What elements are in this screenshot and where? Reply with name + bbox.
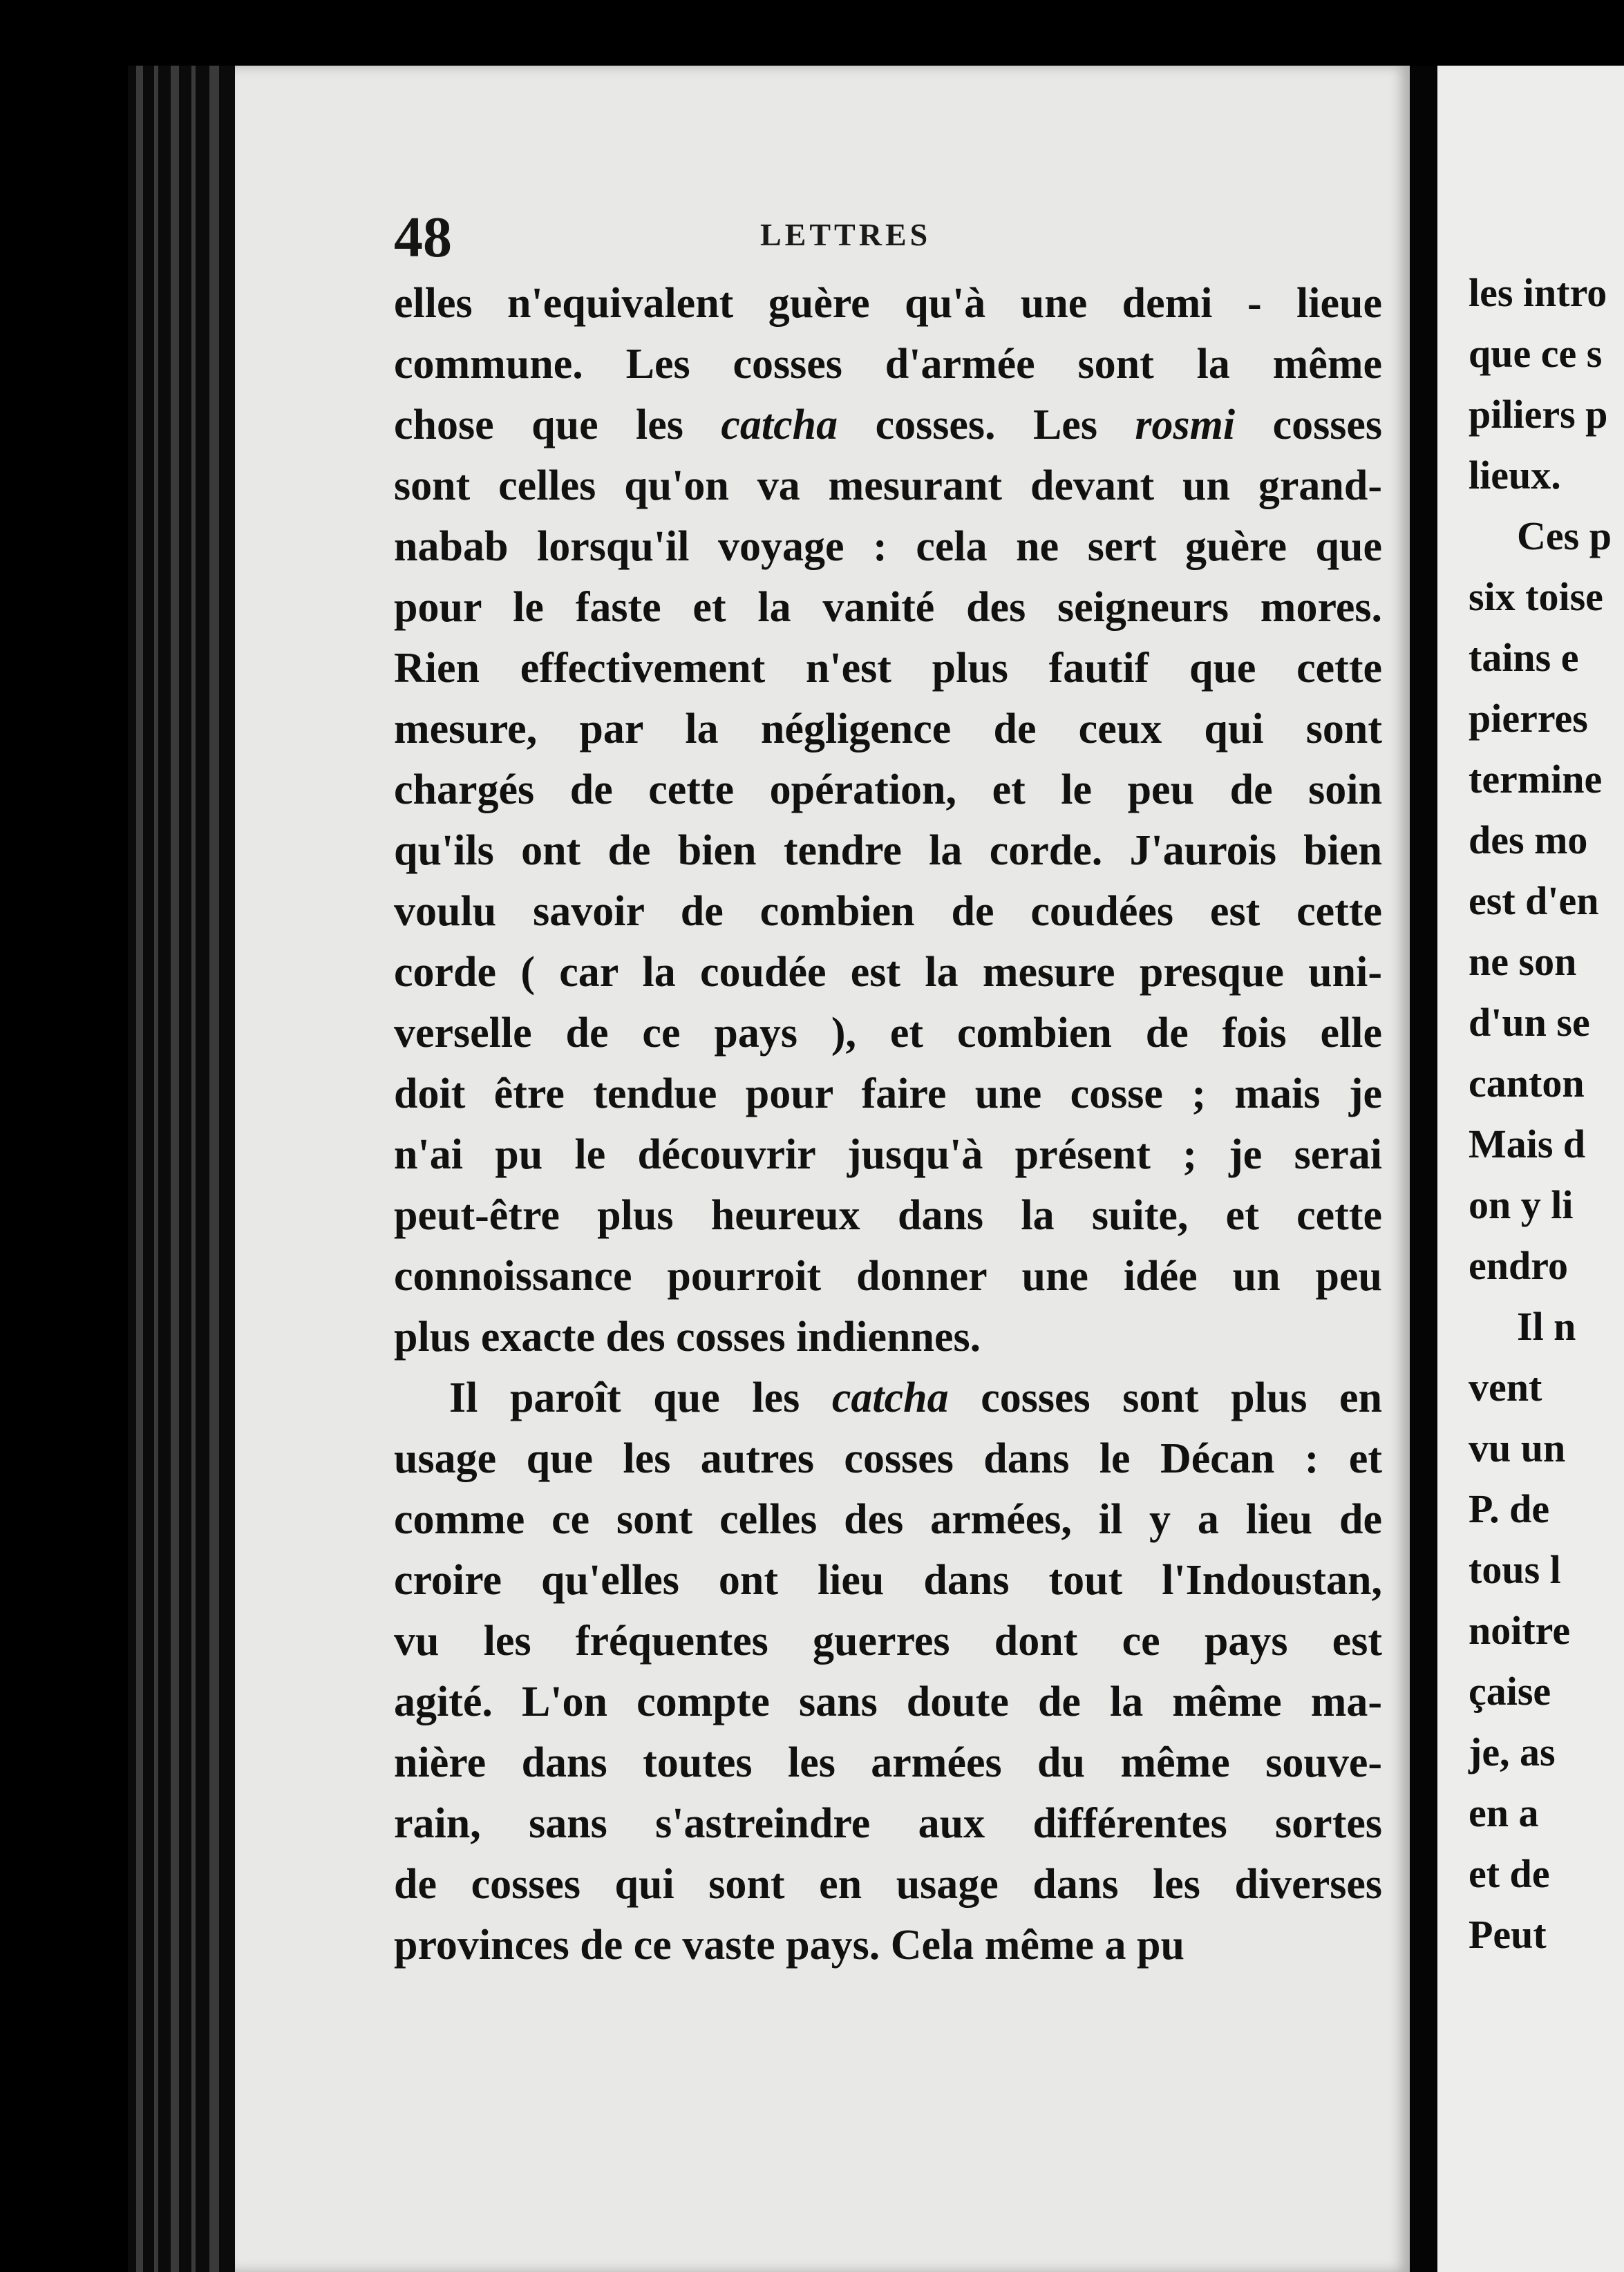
right-page-line: Mais d [1469,1121,1586,1166]
right-page-line: est d'en [1469,878,1599,923]
running-head [394,204,1382,273]
text-line: voulu savoir de combien de coudées est cette [394,888,1382,935]
right-page-line: vent [1469,1365,1542,1410]
text-line: chargés de cette opération, et le peu de soin [394,766,1382,813]
text-line: commune. Les cosses d'armée sont la même [394,341,1382,388]
text-line: chose que les catcha cosses. Les rosmi cosses [394,401,1383,448]
right-page-line: çaise [1469,1669,1551,1714]
italic-term: catcha [831,1374,949,1421]
text-line: doit être tendue pour faire une cosse ; mais je [394,1070,1382,1117]
text-line: vu les fréquentes guerres dont ce pays est [394,1618,1382,1665]
text-line: peut-être plus heureux dans la suite, et cette [394,1192,1382,1239]
right-page-line: que ce s [1469,331,1603,376]
text-line: mesure, par la négligence de ceux qui sont [394,706,1382,752]
text-line: qu'ils ont de bien tendre la corde. J'aurois bien [394,827,1382,874]
right-page-line: en a [1469,1790,1539,1835]
right-page-line: on y li [1469,1182,1574,1227]
right-page-lines [1469,263,1612,1965]
right-page-partial [1437,66,1624,2272]
text-line: Rien effectivement n'est plus fautif que cette [394,645,1382,692]
right-page-line: des mo [1469,817,1588,862]
text-line: Il paroît que les catcha cosses sont plus en [449,1374,1382,1421]
page-number: 48 [394,205,452,269]
right-page-line: six toise [1469,574,1603,619]
text-line: elles n'equivalent guère qu'à une demi - lieue [394,280,1382,327]
text-line: connoissance pourroit donner une idée un peu [394,1253,1382,1300]
right-page-line: d'un se [1469,1000,1590,1045]
right-page-line: Ces p [1517,513,1612,558]
running-title: LETTRES [760,217,932,252]
text-line: de cosses qui sont en usage dans les diverses [394,1861,1382,1908]
text-line: provinces de ce vaste pays. Cela même a pu [394,1922,1185,1969]
right-page-line: je, as [1469,1730,1556,1774]
text-line: croire qu'elles ont lieu dans tout l'Indoustan, [394,1557,1382,1604]
right-page-line: vu un [1469,1426,1566,1470]
text-line: verselle de ce pays ), et combien de fois elle [394,1010,1382,1057]
text-line: n'ai pu le découvrir jusqu'à présent ; je serai [394,1131,1382,1178]
italic-term: catcha [721,401,838,448]
text-line: plus exacte des cosses indiennes. [394,1314,981,1361]
right-page-line: P. de [1469,1486,1550,1531]
right-page-line: et de [1469,1851,1550,1896]
right-page-line: piliers p [1469,392,1608,437]
text-line: corde ( car la coudée est la mesure presque uni- [394,949,1382,996]
right-page-line: termine [1469,757,1603,802]
italic-term: rosmi [1135,401,1236,448]
text-line: nière dans toutes les armées du même souve- [394,1739,1382,1786]
right-page-line: les intro [1469,270,1607,315]
right-page-line: endro [1469,1243,1568,1288]
text-line: nabab lorsqu'il voyage : cela ne sert guère que [394,523,1382,570]
right-page-line: tains e [1469,635,1579,680]
right-page-line: pierres [1469,696,1588,741]
right-page-line: ne son [1469,939,1577,984]
gutter [1410,66,1437,2272]
right-page-line: canton [1469,1061,1585,1106]
text-line: comme ce sont celles des armées, il y a lieu de [394,1496,1382,1543]
body-text [394,273,1382,1976]
paragraph-1 [394,273,1382,1367]
text-line: sont celles qu'on va mesurant devant un grand- [394,462,1382,509]
right-page-line: noitre [1469,1608,1571,1653]
left-page [235,66,1410,2272]
right-page-line: lieux. [1469,453,1561,498]
text-line: rain, sans s'astreindre aux différentes sortes [394,1800,1382,1847]
right-page-line: Peut [1469,1912,1547,1957]
book-binding [128,66,235,2272]
right-page-line: tous l [1469,1547,1561,1592]
paragraph-2 [394,1367,1382,1976]
right-page-line: Il n [1517,1304,1576,1349]
text-line: usage que les autres cosses dans le Décan : et [394,1435,1382,1482]
text-line: agité. L'on compte sans doute de la même ma- [394,1678,1382,1725]
text-line: pour le faste et la vanité des seigneurs mores. [394,584,1382,631]
